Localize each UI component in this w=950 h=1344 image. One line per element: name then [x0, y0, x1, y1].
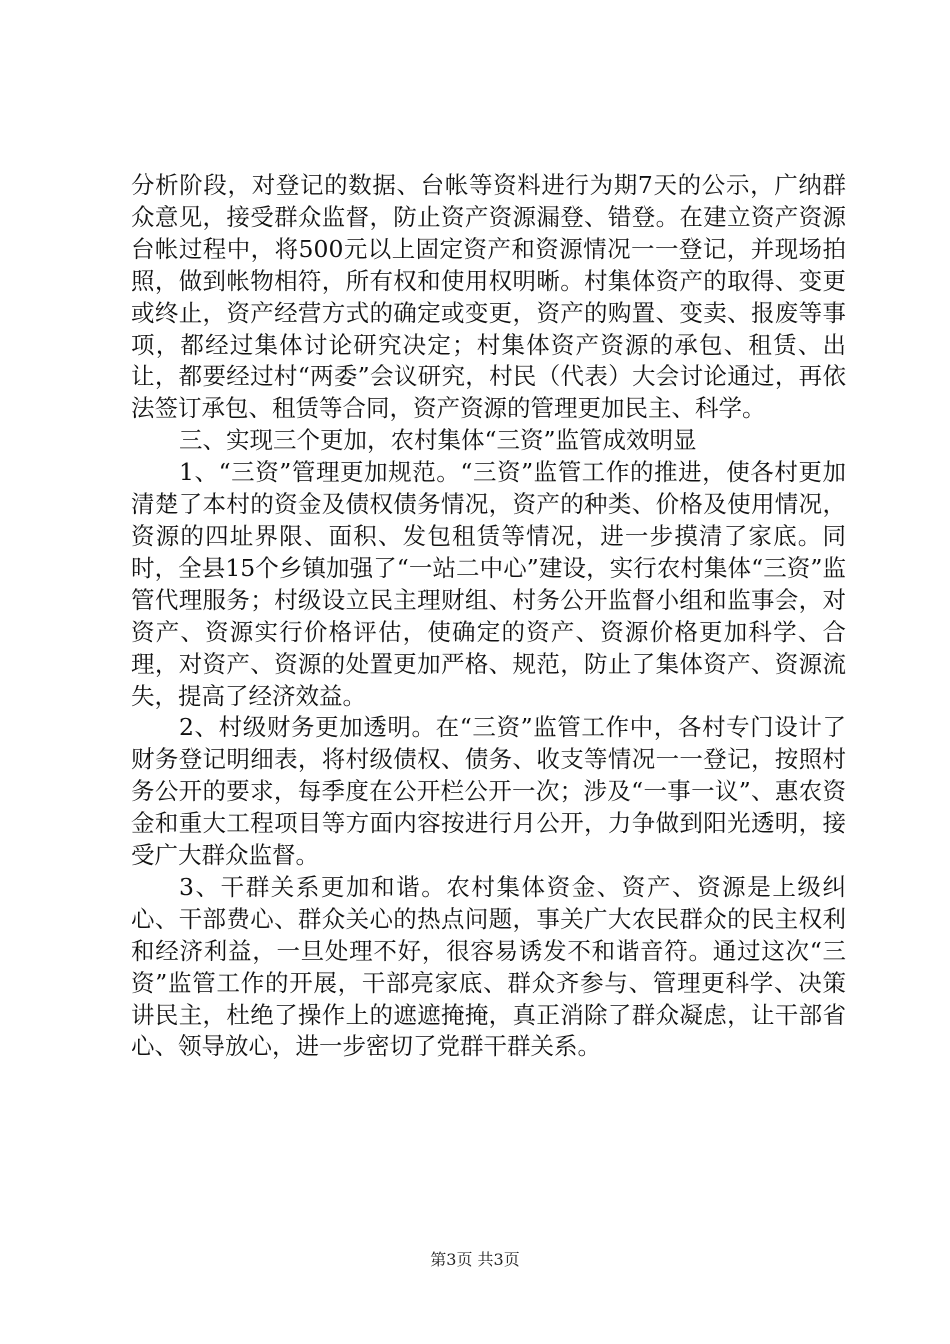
paragraph-item-3: 3、干群关系更加和谐。农村集体资金、资产、资源是上级纠心、干部费心、群众关心的热点问题，事关广大农民群众的民主权利和经济利益，一旦处理不好，很容易诱发不和谐音符。通过这次“三资”监管工作的开展，干部亮家底、群众齐参与、管理更科学、决策讲民主，杜绝了操作上的遮遮掩掩，真正消除了群众凝虑，让干部省心、领导放心，进一步密切了党群干群关系。: [131, 872, 846, 1061]
document-body: [131, 170, 846, 1063]
paragraph-continuation: 分析阶段，对登记的数据、台帐等资料进行为期7天的公示，广纳群众意见，接受群众监督，防止资产资源漏登、错登。在建立资产资源台帐过程中，将500元以上固定资产和资源情况一一登记，并现场拍照，做到帐物相符，所有权和使用权明晰。村集体资产的取得、变更或终止，资产经营方式的确定或变更，资产的购置、变卖、报废等事项，都经过集体讨论研究决定；村集体资产资源的承包、租赁、出让，都要经过村“两委”会议研究，村民（代表）大会讨论通过，再依法签订承包、租赁等合同，资产资源的管理更加民主、科学。: [131, 171, 846, 423]
page-footer: 第3页 共3页: [430, 1250, 520, 1269]
paragraph-item-2: 2、村级财务更加透明。在“三资”监管工作中，各村专门设计了财务登记明细表，将村级债权、债务、收支等情况一一登记，按照村务公开的要求，每季度在公开栏公开一次；涉及“一事一议”、惠农资金和重大工程项目等方面内容按进行月公开，力争做到阳光透明，接受广大群众监督。: [131, 713, 846, 870]
paragraph-item-1: 1、“三资”管理更加规范。“三资”监管工作的推进，使各村更加清楚了本村的资金及债权债务情况，资产的种类、价格及使用情况，资源的四址界限、面积、发包租赁等情况，进一步摸清了家底。同时，全县15个乡镇加强了“一站二中心”建设，实行农村集体“三资”监管代理服务；村级设立民主理财组、村务公开监督小组和监事会，对资产、资源实行价格评估，使确定的资产、资源价格更加科学、合理，对资产、资源的处置更加严格、规范，防止了集体资产、资源流失，提高了经济效益。: [131, 458, 846, 710]
section-heading: 三、实现三个更加，农村集体“三资”监管成效明显: [179, 426, 697, 455]
